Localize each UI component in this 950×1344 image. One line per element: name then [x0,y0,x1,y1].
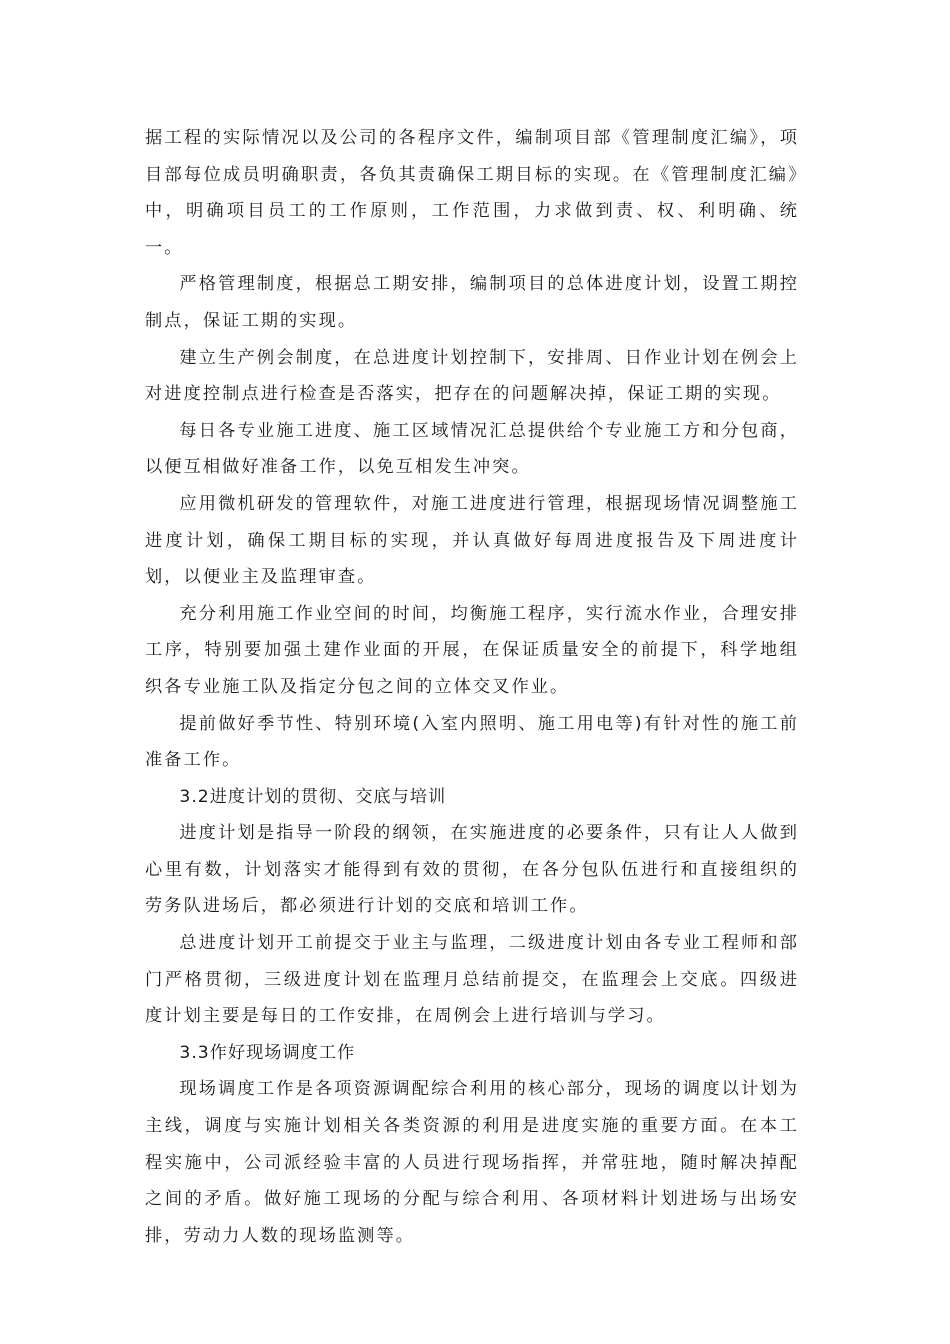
paragraph: 充分利用施工作业空间的时间，均衡施工程序，实行流水作业，合理安排工序，特别要加强土建作业面的开展，在保证质量安全的前提下，科学地组织各专业施工队及指定分包之间的立体交叉作业。 [145,603,799,697]
paragraph: 据工程的实际情况以及公司的各程序文件，编制项目部《管理制度汇编》，项目部每位成员明确职责，各负其责确保工期目标的实现。在《管理制度汇编》中，明确项目员工的工作原则，工作范围，力求做到责、权、利明确、统一。 [145,128,799,258]
paragraph: 现场调度工作是各项资源调配综合利用的核心部分，现场的调度以计划为主线，调度与实施计划相关各类资源的利用是进度实施的重要方面。在本工程实施中，公司派经验丰富的人员进行现场指挥，并常驻地，随时解决掉配之间的矛盾。做好施工现场的分配与综合利用、各项材料计划进场与出场安排，劳动力人数的现场监测等。 [145,1079,799,1246]
paragraph: 每日各专业施工进度、施工区域情况汇总提供给个专业施工方和分包商，以便互相做好准备工作，以免互相发生冲突。 [145,420,799,478]
paragraph: 建立生产例会制度，在总进度计划控制下，安排周、日作业计划在例会上对进度控制点进行检查是否落实，把存在的问题解决掉，保证工期的实现。 [145,347,799,405]
paragraph: 进度计划是指导一阶段的纲领，在实施进度的必要条件，只有让人人做到心里有数，计划落实才能得到有效的贯彻，在各分包队伍进行和直接组织的劳务队进场后，都必须进行计划的交底和培训工作。 [145,823,799,917]
paragraph: 应用微机研发的管理软件，对施工进度进行管理，根据现场情况调整施工进度计划，确保工期目标的实现，并认真做好每周进度报告及下周进度计划，以便业主及监理审查。 [145,493,799,588]
paragraph: 总进度计划开工前提交于业主与监理，二级进度计划由各专业工程师和部门严格贯彻，三级进度计划在监理月总结前提交，在监理会上交底。四级进度计划主要是每日的工作安排，在周例会上进行培训与学习。 [145,933,799,1027]
paragraph: 提前做好季节性、特别环境(入室内照明、施工用电等)有针对性的施工前准备工作。 [145,713,799,771]
body-text [145,120,799,1254]
paragraph: 严格管理制度，根据总工期安排，编制项目的总体进度计划，设置工期控制点，保证工期的实现。 [145,274,799,331]
section-heading-3-2: 3.2进度计划的贯彻、交底与培训 [179,786,447,807]
section-heading-3-3: 3.3作好现场调度工作 [179,1042,356,1063]
